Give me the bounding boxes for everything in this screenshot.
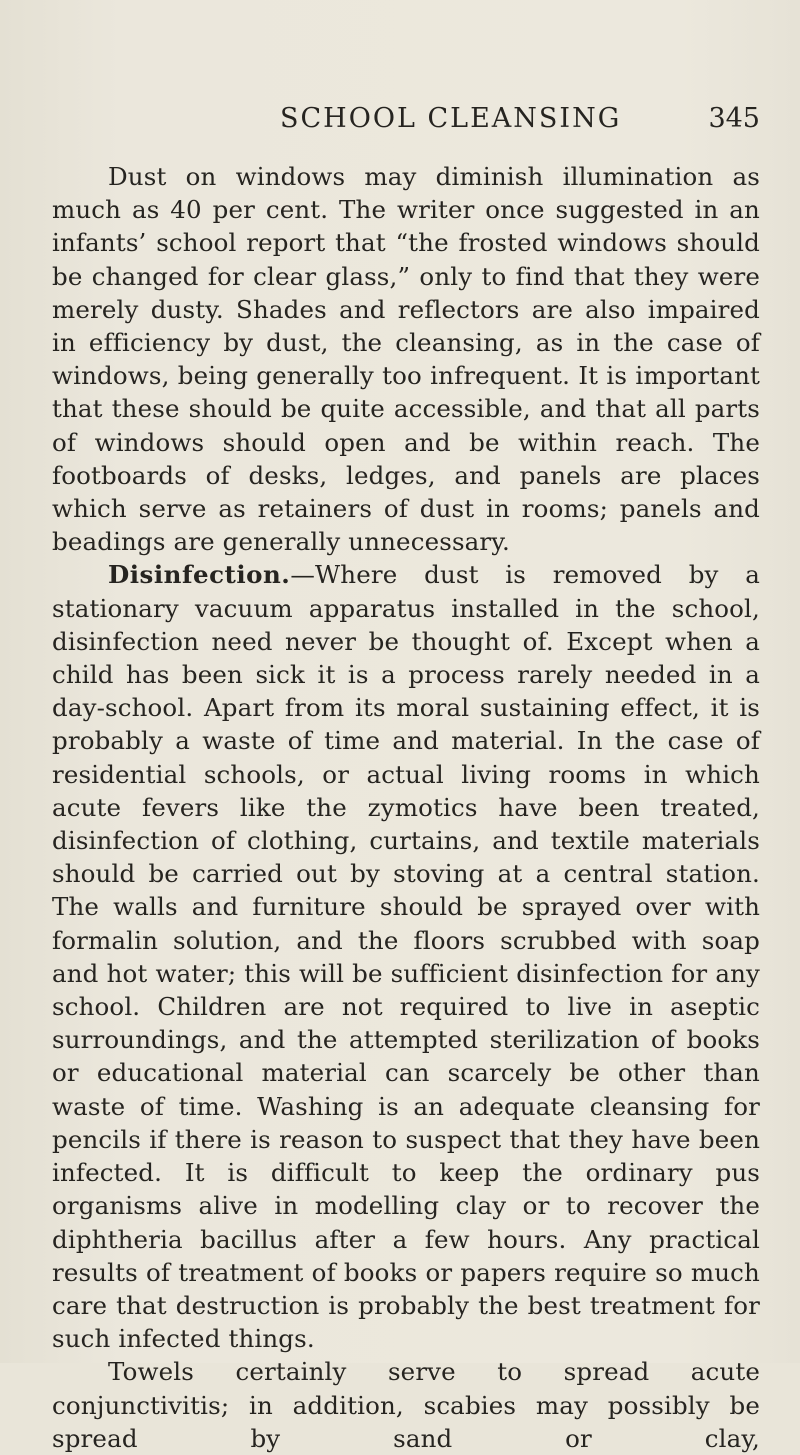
body-text (52, 160, 760, 1455)
paragraph-disinfection (52, 558, 760, 1355)
page-header (280, 103, 760, 143)
paragraph-text: —Where dust is removed by a stationary vacuum apparatus installed in the school, disinfection need never be thought of. Except when a child has been sick it is a process rarely needed in a day-school. Apart from its moral sustaining effect, it is probably a waste of time and material. In the case of residential schools, or actual living rooms in which acute fevers like the zymotics have been treated, disinfection of clothing, curtains, and textile materials should be carried out by stoving at a central station. The walls and furniture should be sprayed over with formalin solution, and the floors scrubbed with soap and hot water; this will be sufficient disinfection for any school. Children are not required to live in aseptic surroundings, and the attempted sterilization of books or educational material can scarcely be other than waste of time. Washing is an adequate cleansing for pencils if there is reason to suspect that they have been infected. It is difficult to keep the ordinary pus organisms alive in modelling clay or to recover the diphtheria bacillus after a few hours. Any practical results of treatment of books or papers require so much care that destruction is probably the best treatment for such infected things. (52, 560, 760, 1354)
paragraph-dust-on-windows (52, 160, 760, 558)
running-title: SCHOOL CLEANSING (280, 103, 622, 134)
paragraph-text: Towels certainly serve to spread acute conjunctivitis; in addition, scabies may possibly be spread by sand or clay, (52, 1357, 760, 1453)
paragraph-towels (52, 1355, 760, 1455)
section-heading-disinfection: Disinfection. (108, 560, 291, 590)
page-number: 345 (708, 103, 760, 134)
paragraph-text: Dust on windows may diminish illumination as much as 40 per cent. The writer once suggested in an infants’ school report that “the frosted windows should be changed for clear glass,” only to find that they were merely dusty. Shades and reflectors are also impaired in efficiency by dust, the cleansing, as in the case of windows, being generally too infrequent. It is important that these should be quite accessible, and that all parts of windows should open and be within reach. The footboards of desks, ledges, and panels are places which serve as retainers of dust in rooms; panels and beadings are generally unnecessary. (52, 162, 760, 557)
